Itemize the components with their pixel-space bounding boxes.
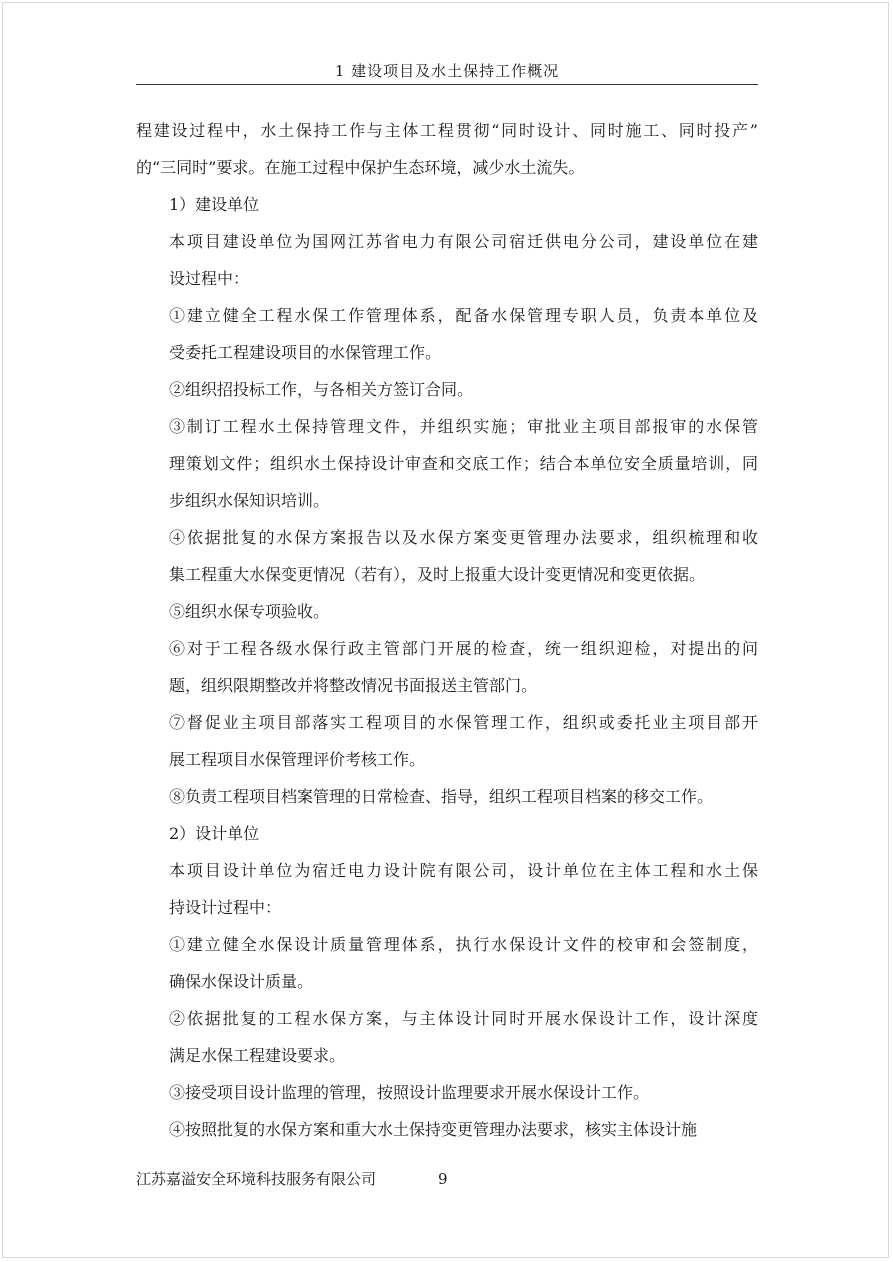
text-line: ④按照批复的水保方案和重大水土保持变更管理办法要求，核实主体设计施: [169, 1120, 698, 1139]
text-line: 持设计过程中：: [169, 898, 282, 917]
text-line: 1）建设单位: [169, 195, 260, 214]
text-line: 确保水保设计质量。: [169, 972, 314, 991]
text-line: 本项目设计单位为宿迁电力设计院有限公司，设计单位在主体工程和水土保: [169, 861, 758, 880]
text-line: ①建立健全工程水保工作管理体系，配备水保管理专职人员，负责本单位及: [169, 306, 758, 325]
text-line: 设过程中：: [169, 269, 250, 288]
paragraph: [136, 371, 758, 408]
header-rule: [136, 84, 758, 85]
text-line: ⑥对于工程各级水保行政主管部门开展的检查，统一组织迎检，对提出的问: [169, 639, 758, 658]
text-line: 满足水保工程建设要求。: [169, 1046, 346, 1065]
text-line: ⑧负责工程项目档案管理的日常检查、指导，组织工程项目档案的移交工作。: [169, 787, 714, 806]
text-line: 2）设计单位: [169, 824, 260, 843]
text-line: 理策划文件；组织水土保持设计审查和交底工作；结合本单位安全质量培训，同: [169, 454, 758, 473]
text-line: 本项目建设单位为国网江苏省电力有限公司宿迁供电分公司，建设单位在建: [169, 232, 758, 251]
paragraph: [136, 778, 758, 815]
paragraph: [136, 1111, 758, 1148]
paragraph: [136, 1000, 758, 1074]
text-line: ⑤组织水保专项验收。: [169, 602, 330, 621]
text-line: ②组织招投标工作，与各相关方签订合同。: [169, 380, 474, 399]
paragraph: [136, 186, 758, 223]
page-number: 9: [438, 1170, 448, 1188]
paragraph: [136, 704, 758, 778]
paragraph: [136, 112, 758, 186]
paragraph: [136, 926, 758, 1000]
paragraph: [136, 223, 758, 297]
text-line: 步组织水保知识培训。: [169, 491, 330, 510]
paragraph: [136, 519, 758, 593]
running-header: 1 建设项目及水土保持工作概况: [334, 62, 560, 80]
paragraph: [136, 630, 758, 704]
document-body: [136, 112, 758, 1148]
paragraph: [136, 815, 758, 852]
footer-company: 江苏嘉溢安全环境科技服务有限公司: [136, 1170, 377, 1188]
text-line: ④依据批复的水保方案报告以及水保方案变更管理办法要求，组织梳理和收: [169, 528, 758, 547]
paragraph: [136, 1074, 758, 1111]
text-line: ⑦督促业主项目部落实工程项目的水保管理工作，组织或委托业主项目部开: [169, 713, 758, 732]
text-line: 题，组织限期整改并将整改情况书面报送主管部门。: [169, 676, 538, 695]
paragraph: [136, 593, 758, 630]
text-line: ②依据批复的工程水保方案，与主体设计同时开展水保设计工作，设计深度: [169, 1009, 758, 1028]
paragraph: [136, 408, 758, 519]
text-line: 的“三同时”要求。在施工过程中保护生态环境，减少水土流失。: [136, 158, 585, 177]
text-line: ①建立健全水保设计质量管理体系，执行水保设计文件的校审和会签制度，: [169, 935, 758, 954]
text-line: 受委托工程建设项目的水保管理工作。: [169, 343, 442, 362]
paragraph: [136, 852, 758, 926]
text-line: ③制订工程水土保持管理文件，并组织实施；审批业主项目部报审的水保管: [169, 417, 758, 436]
text-line: 程建设过程中，水土保持工作与主体工程贯彻“同时设计、同时施工、同时投产”: [136, 121, 758, 140]
text-line: ③接受项目设计监理的管理，按照设计监理要求开展水保设计工作。: [169, 1083, 650, 1102]
text-line: 展工程项目水保管理评价考核工作。: [169, 750, 426, 769]
text-line: 集工程重大水保变更情况（若有），及时上报重大设计变更情况和变更依据。: [169, 565, 706, 584]
paragraph: [136, 297, 758, 371]
